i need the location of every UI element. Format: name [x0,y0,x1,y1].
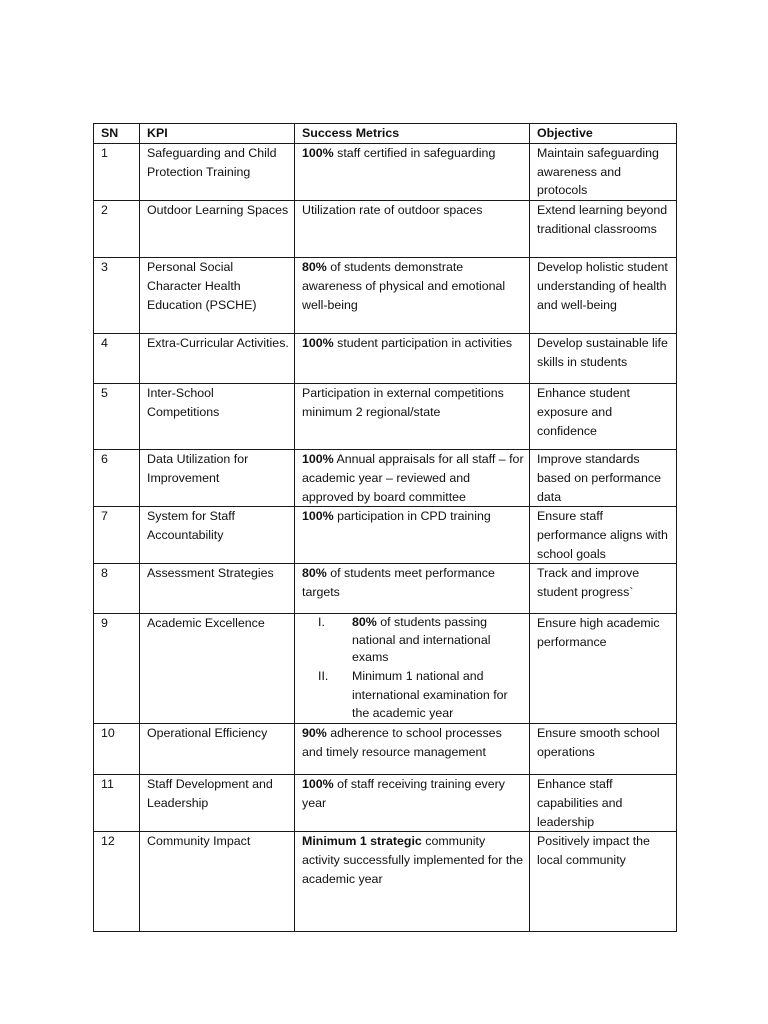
header-sn: SN [94,124,140,144]
cell-sn: 5 [94,384,140,450]
cell-sn: 6 [94,450,140,507]
metric-text: Utilization rate of outdoor spaces [302,203,483,218]
cell-kpi: Community Impact [140,832,295,932]
cell-sn: 11 [94,775,140,832]
table-row [94,775,677,832]
cell-objective: Enhance student exposure and confidence [530,384,677,450]
header-kpi: KPI [140,124,295,144]
cell-objective: Maintain safeguarding awareness and protocols [530,144,677,201]
cell-sn: 3 [94,258,140,334]
table-row [94,507,677,564]
cell-objective: Ensure staff performance aligns with school goals [530,507,677,564]
cell-metric [295,384,530,450]
cell-metric [295,564,530,614]
table-row [94,334,677,384]
cell-objective: Extend learning beyond traditional classrooms [530,201,677,258]
table-row [94,614,677,724]
table-row [94,832,677,932]
table-row [94,201,677,258]
cell-objective: Develop sustainable life skills in students [530,334,677,384]
cell-sn: 4 [94,334,140,384]
metric-highlight: 100% [302,336,334,351]
cell-kpi: Safeguarding and Child Protection Training [140,144,295,201]
list-number: I. [318,615,325,630]
table-row [94,384,677,450]
cell-kpi: Data Utilization for Improvement [140,450,295,507]
header-success-metrics: Success Metrics [295,124,530,144]
cell-sn: 10 [94,724,140,775]
table-row [94,564,677,614]
cell-metric [295,614,530,724]
cell-metric [295,832,530,932]
cell-sn: 9 [94,614,140,724]
cell-objective: Ensure smooth school operations [530,724,677,775]
cell-kpi: Inter-School Competitions [140,384,295,450]
metric-text: adherence to school processes and timely resource management [302,726,502,760]
metric-text: of students demonstrate awareness of physical and emotional well-being [302,260,506,312]
metric-text: Minimum 1 national and international examination for the academic year [352,668,508,721]
cell-objective: Track and improve student progress` [530,564,677,614]
cell-kpi: Personal Social Character Health Education (PSCHE) [140,258,295,334]
metric-text: staff certified in safeguarding [333,146,496,160]
cell-kpi: Extra-Curricular Activities. [140,334,295,384]
cell-kpi: Assessment Strategies [140,564,295,614]
list-number: II. [318,668,329,683]
cell-sn: 2 [94,201,140,258]
cell-metric [295,450,530,507]
metric-highlight: 80% [302,260,327,275]
metric-list-item [302,667,524,723]
kpi-table [93,123,677,932]
metric-text: Annual appraisals for all staff – for academic year – reviewed and approved by board committee [302,452,524,504]
table-row [94,450,677,507]
cell-sn: 8 [94,564,140,614]
cell-metric [295,258,530,334]
metric-text: student participation in activities [333,336,513,351]
cell-metric [295,724,530,775]
cell-objective: Improve standards based on performance data [530,450,677,507]
metric-text: community activity successfully implemented for the academic year [302,834,524,886]
metric-highlight: Minimum 1 strategic [302,834,422,849]
cell-metric [295,507,530,564]
table-row [94,258,677,334]
metric-highlight: 80% [352,615,377,630]
cell-objective: Ensure high academic performance [530,614,677,724]
cell-objective: Enhance staff capabilities and leadership [530,775,677,832]
metric-text: Participation in external competitions minimum 2 regional/state [302,386,504,419]
metric-highlight: 100% [302,452,334,467]
table-header-row [94,124,677,144]
metric-list [302,614,524,723]
cell-sn: 1 [94,144,140,201]
table-row [94,724,677,775]
cell-kpi: Academic Excellence [140,614,295,724]
cell-objective: Develop holistic student understanding of health and well-being [530,258,677,334]
metric-text: of students meet performance targets [302,566,495,600]
metric-text: participation in CPD training [333,509,491,524]
cell-metric [295,144,530,201]
table-row [94,144,677,201]
cell-kpi: Outdoor Learning Spaces [140,201,295,258]
cell-metric [295,201,530,258]
metric-text: of students passing national and international exams [352,615,491,665]
metric-highlight: 100% [302,509,334,524]
metric-text: of staff receiving training every year [302,777,505,811]
header-objective: Objective [530,124,677,144]
metric-highlight: 80% [302,566,327,581]
cell-metric [295,334,530,384]
cell-sn: 12 [94,832,140,932]
cell-sn: 7 [94,507,140,564]
cell-kpi: System for Staff Accountability [140,507,295,564]
cell-kpi: Staff Development and Leadership [140,775,295,832]
metric-highlight: 100% [302,146,334,160]
metric-highlight: 100% [302,777,334,792]
metric-highlight: 90% [302,726,327,741]
cell-objective: Positively impact the local community [530,832,677,932]
cell-metric [295,775,530,832]
cell-kpi: Operational Efficiency [140,724,295,775]
metric-list-item [302,614,524,667]
